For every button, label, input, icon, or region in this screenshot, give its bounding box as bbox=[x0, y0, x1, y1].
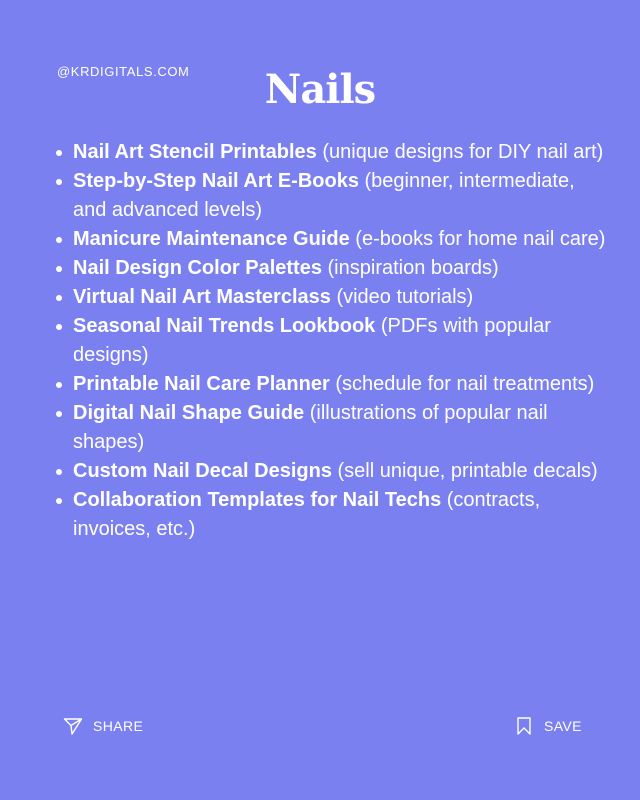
item-name: Virtual Nail Art Masterclass bbox=[73, 286, 331, 308]
item-description: (PDFs with popular designs) bbox=[73, 315, 551, 366]
item-description: (video tutorials) bbox=[330, 286, 474, 308]
item-name: Printable Nail Care Planner bbox=[73, 373, 330, 395]
item-description: (schedule for nail treatments) bbox=[329, 373, 595, 395]
list-item bbox=[50, 457, 610, 486]
item-name: Collaboration Templates for Nail Techs bbox=[73, 489, 442, 511]
item-name: Seasonal Nail Trends Lookbook bbox=[73, 315, 376, 337]
item-name: Custom Nail Decal Designs bbox=[73, 460, 332, 482]
list-item bbox=[50, 370, 610, 399]
list-item bbox=[50, 399, 610, 457]
bookmark-icon bbox=[514, 716, 534, 736]
share-button[interactable] bbox=[63, 716, 143, 736]
item-description: (unique designs for DIY nail art) bbox=[316, 141, 604, 163]
save-button[interactable] bbox=[514, 716, 582, 736]
ideas-list bbox=[50, 138, 610, 544]
paper-plane-icon bbox=[63, 716, 83, 736]
item-description: (contracts, invoices, etc.) bbox=[73, 489, 541, 540]
item-description: (beginner, intermediate, and advanced levels) bbox=[73, 170, 575, 221]
item-description: (illustrations of popular nail shapes) bbox=[73, 402, 548, 453]
item-name: Manicure Maintenance Guide bbox=[73, 228, 350, 250]
list-item bbox=[50, 486, 610, 544]
share-label: SHARE bbox=[93, 718, 144, 734]
save-label: SAVE bbox=[544, 718, 582, 734]
list-item bbox=[50, 138, 610, 167]
item-name: Step-by-Step Nail Art E-Books bbox=[73, 170, 359, 192]
page-title: Nails bbox=[264, 66, 376, 113]
list-item bbox=[50, 312, 610, 370]
account-handle: @KRDIGITALS.COM bbox=[57, 64, 190, 79]
item-description: (sell unique, printable decals) bbox=[331, 460, 598, 482]
item-description: (inspiration boards) bbox=[321, 257, 499, 279]
list-item bbox=[50, 225, 610, 254]
item-name: Nail Art Stencil Printables bbox=[73, 141, 317, 163]
item-description: (e-books for home nail care) bbox=[349, 228, 606, 250]
list-item bbox=[50, 167, 610, 225]
list-item bbox=[50, 283, 610, 312]
item-name: Digital Nail Shape Guide bbox=[73, 402, 305, 424]
item-name: Nail Design Color Palettes bbox=[73, 257, 322, 279]
list-item bbox=[50, 254, 610, 283]
